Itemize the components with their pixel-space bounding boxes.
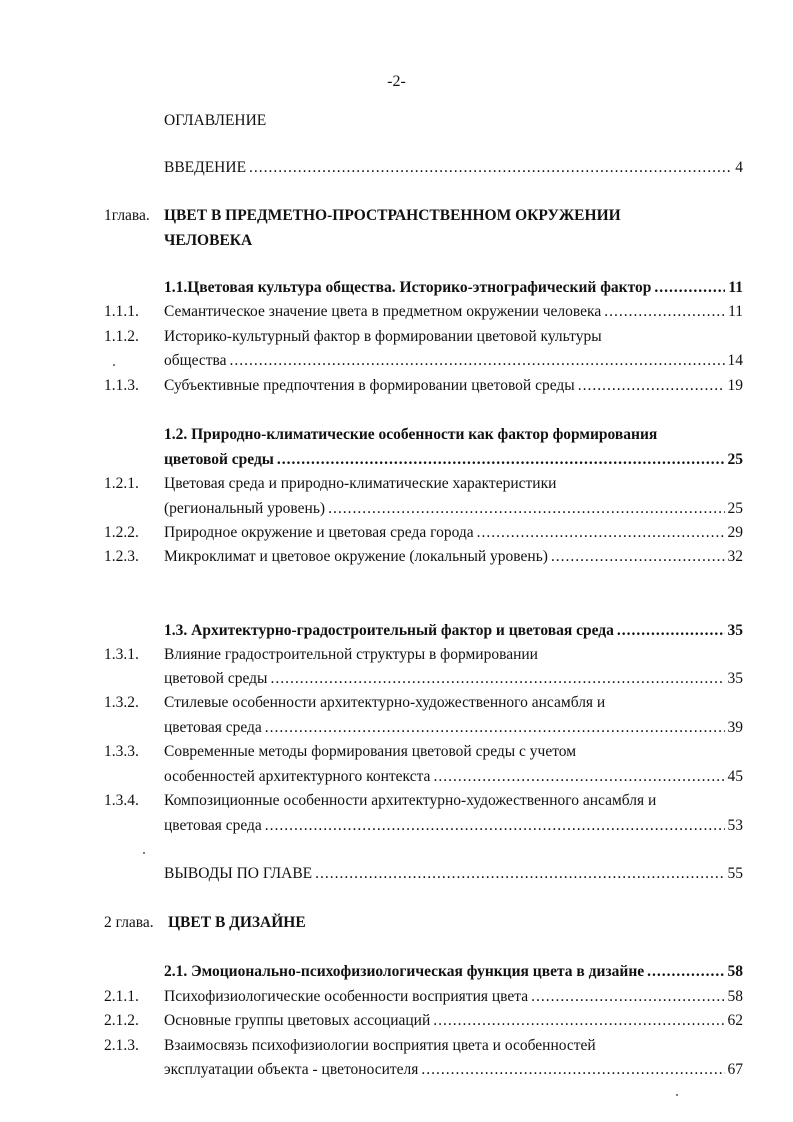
toc-entry-1-1 — [0, 277, 793, 299]
entry-number: 1.2.1. — [104, 475, 139, 492]
entry-title: Основные группы цветовых ассоциаций — [164, 1012, 431, 1029]
entry-page: 25 — [727, 500, 743, 517]
chapter2-heading — [0, 912, 793, 934]
entry-title: Психофизиологические особенности восприятия цвета — [164, 988, 529, 1005]
entry-title: 1.2. Природно-климатические особенности как фактор формирования — [164, 426, 658, 443]
chapter-title-cont: ЧЕЛОВЕКА — [164, 232, 253, 249]
toc-entry-1-3-3 — [0, 741, 793, 763]
toc-entry-1-1-2 — [0, 326, 793, 348]
toc-entry-1-3-4-cont — [0, 815, 793, 837]
chapter-title: ЦВЕТ В ДИЗАЙНЕ — [168, 914, 306, 931]
entry-number: 2.1.3. — [104, 1037, 139, 1054]
entry-number: 1.1.1. — [104, 303, 139, 320]
entry-page: 67 — [727, 1061, 743, 1078]
entry-title: Влияние градостроительной структуры в формировании — [164, 646, 538, 663]
entry-number: 1.1.2. — [104, 328, 139, 345]
entry-title: Взаимосвязь психофизиологии восприятия цвета и особенностей — [164, 1037, 596, 1054]
entry-page: 29 — [727, 524, 743, 541]
entry-title-cont: (региональный уровень) — [164, 500, 326, 517]
entry-title-cont: особенностей архитектурного контекста — [164, 768, 431, 785]
entry-title: 1.1.Цветовая культура общества. Историко-этнографический фактор — [164, 279, 652, 296]
entry-page: 32 — [727, 548, 743, 565]
chapter1-heading — [0, 205, 793, 227]
entry-page: 45 — [727, 768, 743, 785]
entry-title: ВВЕДЕНИЕ — [164, 159, 247, 176]
entry-title-cont: цветовой среды — [164, 451, 274, 468]
entry-page: 58 — [727, 988, 743, 1005]
entry-number: 2.1.2. — [104, 1012, 139, 1029]
entry-title: Стилевые особенности архитектурно-художественного ансамбля и — [164, 694, 606, 711]
entry-page: 55 — [727, 865, 743, 882]
chapter-label: 1глава. — [104, 207, 150, 224]
scan-speck — [676, 1094, 678, 1096]
entry-page: 62 — [727, 1012, 743, 1029]
entry-page: 19 — [727, 377, 743, 394]
toc-entry-1-1-1 — [0, 301, 793, 323]
entry-page: 35 — [727, 622, 743, 639]
toc-entry-2-1-3-cont — [0, 1059, 793, 1081]
entry-number: 1.1.3. — [104, 377, 139, 394]
chapter-title: ЦВЕТ В ПРЕДМЕТНО-ПРОСТРАНСТВЕННОМ ОКРУЖЕНИИ — [164, 207, 621, 224]
entry-title: Микроклимат и цветовое окружение (локальный уровень) — [164, 548, 548, 565]
toc-entry-1-3-3-cont — [0, 766, 793, 788]
toc-entry-1-1-2-cont — [0, 350, 793, 372]
toc-entry-1-2-3 — [0, 546, 793, 568]
toc-entry-1-2-cont — [0, 449, 793, 471]
entry-page: 35 — [727, 670, 743, 687]
entry-number: 2.1.1. — [104, 988, 139, 1005]
toc-entry-2-1-1 — [0, 986, 793, 1008]
toc-entry-intro — [0, 157, 793, 179]
toc-entry-conclusions — [0, 863, 793, 885]
entry-title: Цветовая среда и природно-климатические характеристики — [164, 475, 557, 492]
page-number: -2- — [387, 73, 406, 90]
entry-title: 2.1. Эмоционально-психофизиологическая функция цвета в дизайне — [164, 963, 645, 980]
scan-speck — [143, 852, 145, 854]
entry-title: Историко-культурный фактор в формировании цветовой культуры — [164, 328, 602, 345]
entry-title: Природное окружение и цветовая среда города — [164, 524, 474, 541]
entry-page: 4 — [735, 159, 743, 176]
entry-page: 53 — [727, 817, 743, 834]
entry-title-cont: эксплуатации объекта - цветоносителя — [164, 1061, 419, 1078]
toc-entry-1-1-3 — [0, 375, 793, 397]
entry-title: Субъективные предпочтения в формировании цветовой среды — [164, 377, 575, 394]
entry-title: ВЫВОДЫ ПО ГЛАВЕ — [164, 865, 313, 882]
entry-number: 1.2.3. — [104, 548, 139, 565]
entry-title-cont: цветовой среды — [164, 670, 268, 687]
entry-page: 14 — [727, 352, 743, 369]
entry-page: 39 — [727, 719, 743, 736]
toc-entry-2-1-3 — [0, 1035, 793, 1057]
toc-heading-line — [0, 110, 793, 132]
entry-page: 11 — [728, 279, 743, 296]
toc-entry-1-3-1-cont — [0, 668, 793, 690]
entry-page: 11 — [728, 303, 743, 320]
toc-entry-1-2-1-cont — [0, 498, 793, 520]
toc-entry-2-1 — [0, 961, 793, 983]
entry-page: 58 — [727, 963, 743, 980]
entry-title: Композиционные особенности архитектурно-художественного ансамбля и — [164, 792, 657, 809]
entry-title-cont: цветовая среда — [164, 817, 262, 834]
toc-entry-1-3 — [0, 620, 793, 642]
toc-entry-2-1-2 — [0, 1010, 793, 1032]
entry-number: 1.3.3. — [104, 743, 139, 760]
toc-entry-1-2 — [0, 424, 793, 446]
toc-entry-1-2-1 — [0, 473, 793, 495]
toc-entry-1-3-4 — [0, 790, 793, 812]
entry-number: 1.2.2. — [104, 524, 139, 541]
toc-entry-1-2-2 — [0, 522, 793, 544]
entry-title: Современные методы формирования цветовой среды с учетом — [164, 743, 577, 760]
toc-heading: ОГЛАВЛЕНИЕ — [164, 112, 267, 129]
chapter1-heading-cont — [0, 230, 793, 252]
entry-title: Семантическое значение цвета в предметном окружении человека — [164, 303, 602, 320]
scan-speck — [113, 364, 115, 366]
entry-number: 1.3.4. — [104, 792, 139, 809]
chapter-label: 2 глава. — [104, 914, 154, 931]
toc-entry-1-3-2 — [0, 692, 793, 714]
entry-number: 1.3.2. — [104, 694, 139, 711]
entry-title-cont: цветовая среда — [164, 719, 262, 736]
entry-title: 1.3. Архитектурно-градостроительный фактор и цветовая среда — [164, 622, 614, 639]
entry-title-cont: общества — [164, 352, 227, 369]
toc-entry-1-3-1 — [0, 644, 793, 666]
entry-number: 1.3.1. — [104, 646, 139, 663]
toc-entry-1-3-2-cont — [0, 717, 793, 739]
entry-page: 25 — [727, 451, 743, 468]
